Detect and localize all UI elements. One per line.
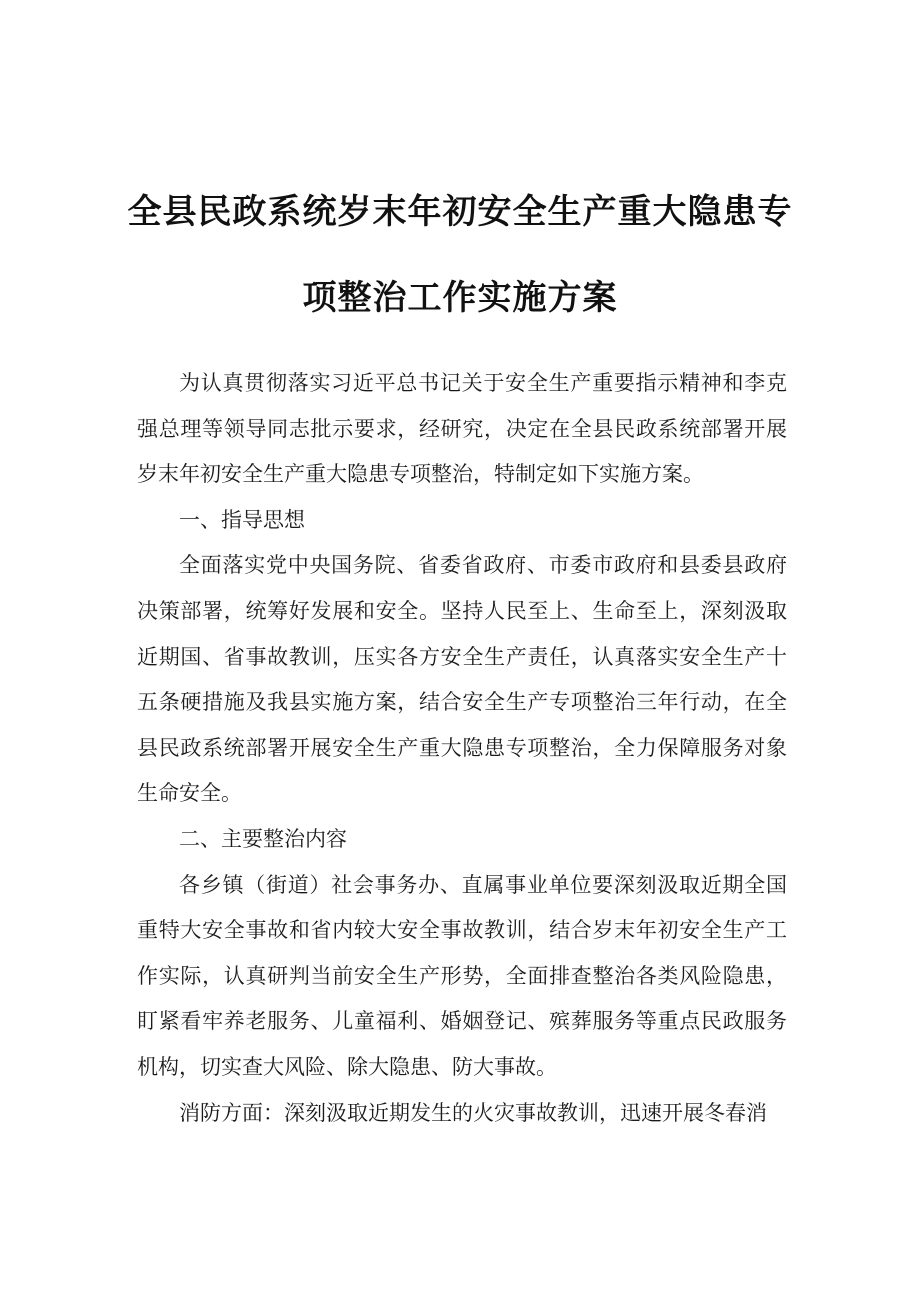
document-title-line-1: 全县民政系统岁末年初安全生产重大隐患专 (127, 192, 793, 232)
intro-paragraph: 为认真贯彻落实习近平总书记关于安全生产重要指示精神和李克强总理等领导同志批示要求，经研究，决定在全县民政系统部署开展岁末年初安全生产重大隐患专项整治，特制定如下实施方案。 (137, 371, 787, 487)
section-heading-guiding-ideology: 一、指导思想 (179, 507, 305, 532)
document-title-line-2: 项整治工作实施方案 (302, 278, 618, 318)
main-content-paragraph: 各乡镇（街道）社会事务办、直属事业单位要深刻汲取近期全国重特大安全事故和省内较大安全事故教训，结合岁末年初安全生产工作实际，认真研判当前安全生产形势，全面排查整治各类风险隐患，盯紧看牢养老服务、儿童福利、婚姻登记、殡葬服务等重点民政服务机构，切实查大风险、除大隐患、防大事故。 (137, 872, 787, 1079)
document-body (137, 361, 787, 1136)
fire-safety-paragraph: 消防方面：深刻汲取近期发生的火灾事故教训，迅速开展冬春消 (179, 1100, 767, 1125)
section-heading-main-content: 二、主要整治内容 (179, 826, 347, 851)
guiding-ideology-paragraph: 全面落实党中央国务院、省委省政府、市委市政府和县委县政府决策部署，统筹好发展和安全。坚持人民至上、生命至上，深刻汲取近期国、省事故教训，压实各方安全生产责任，认真落实安全生产十五条硬措施及我县实施方案，结合安全生产专项整治三年行动，在全县民政系统部署开展安全生产重大隐患专项整治，全力保障服务对象生命安全。 (137, 553, 787, 806)
